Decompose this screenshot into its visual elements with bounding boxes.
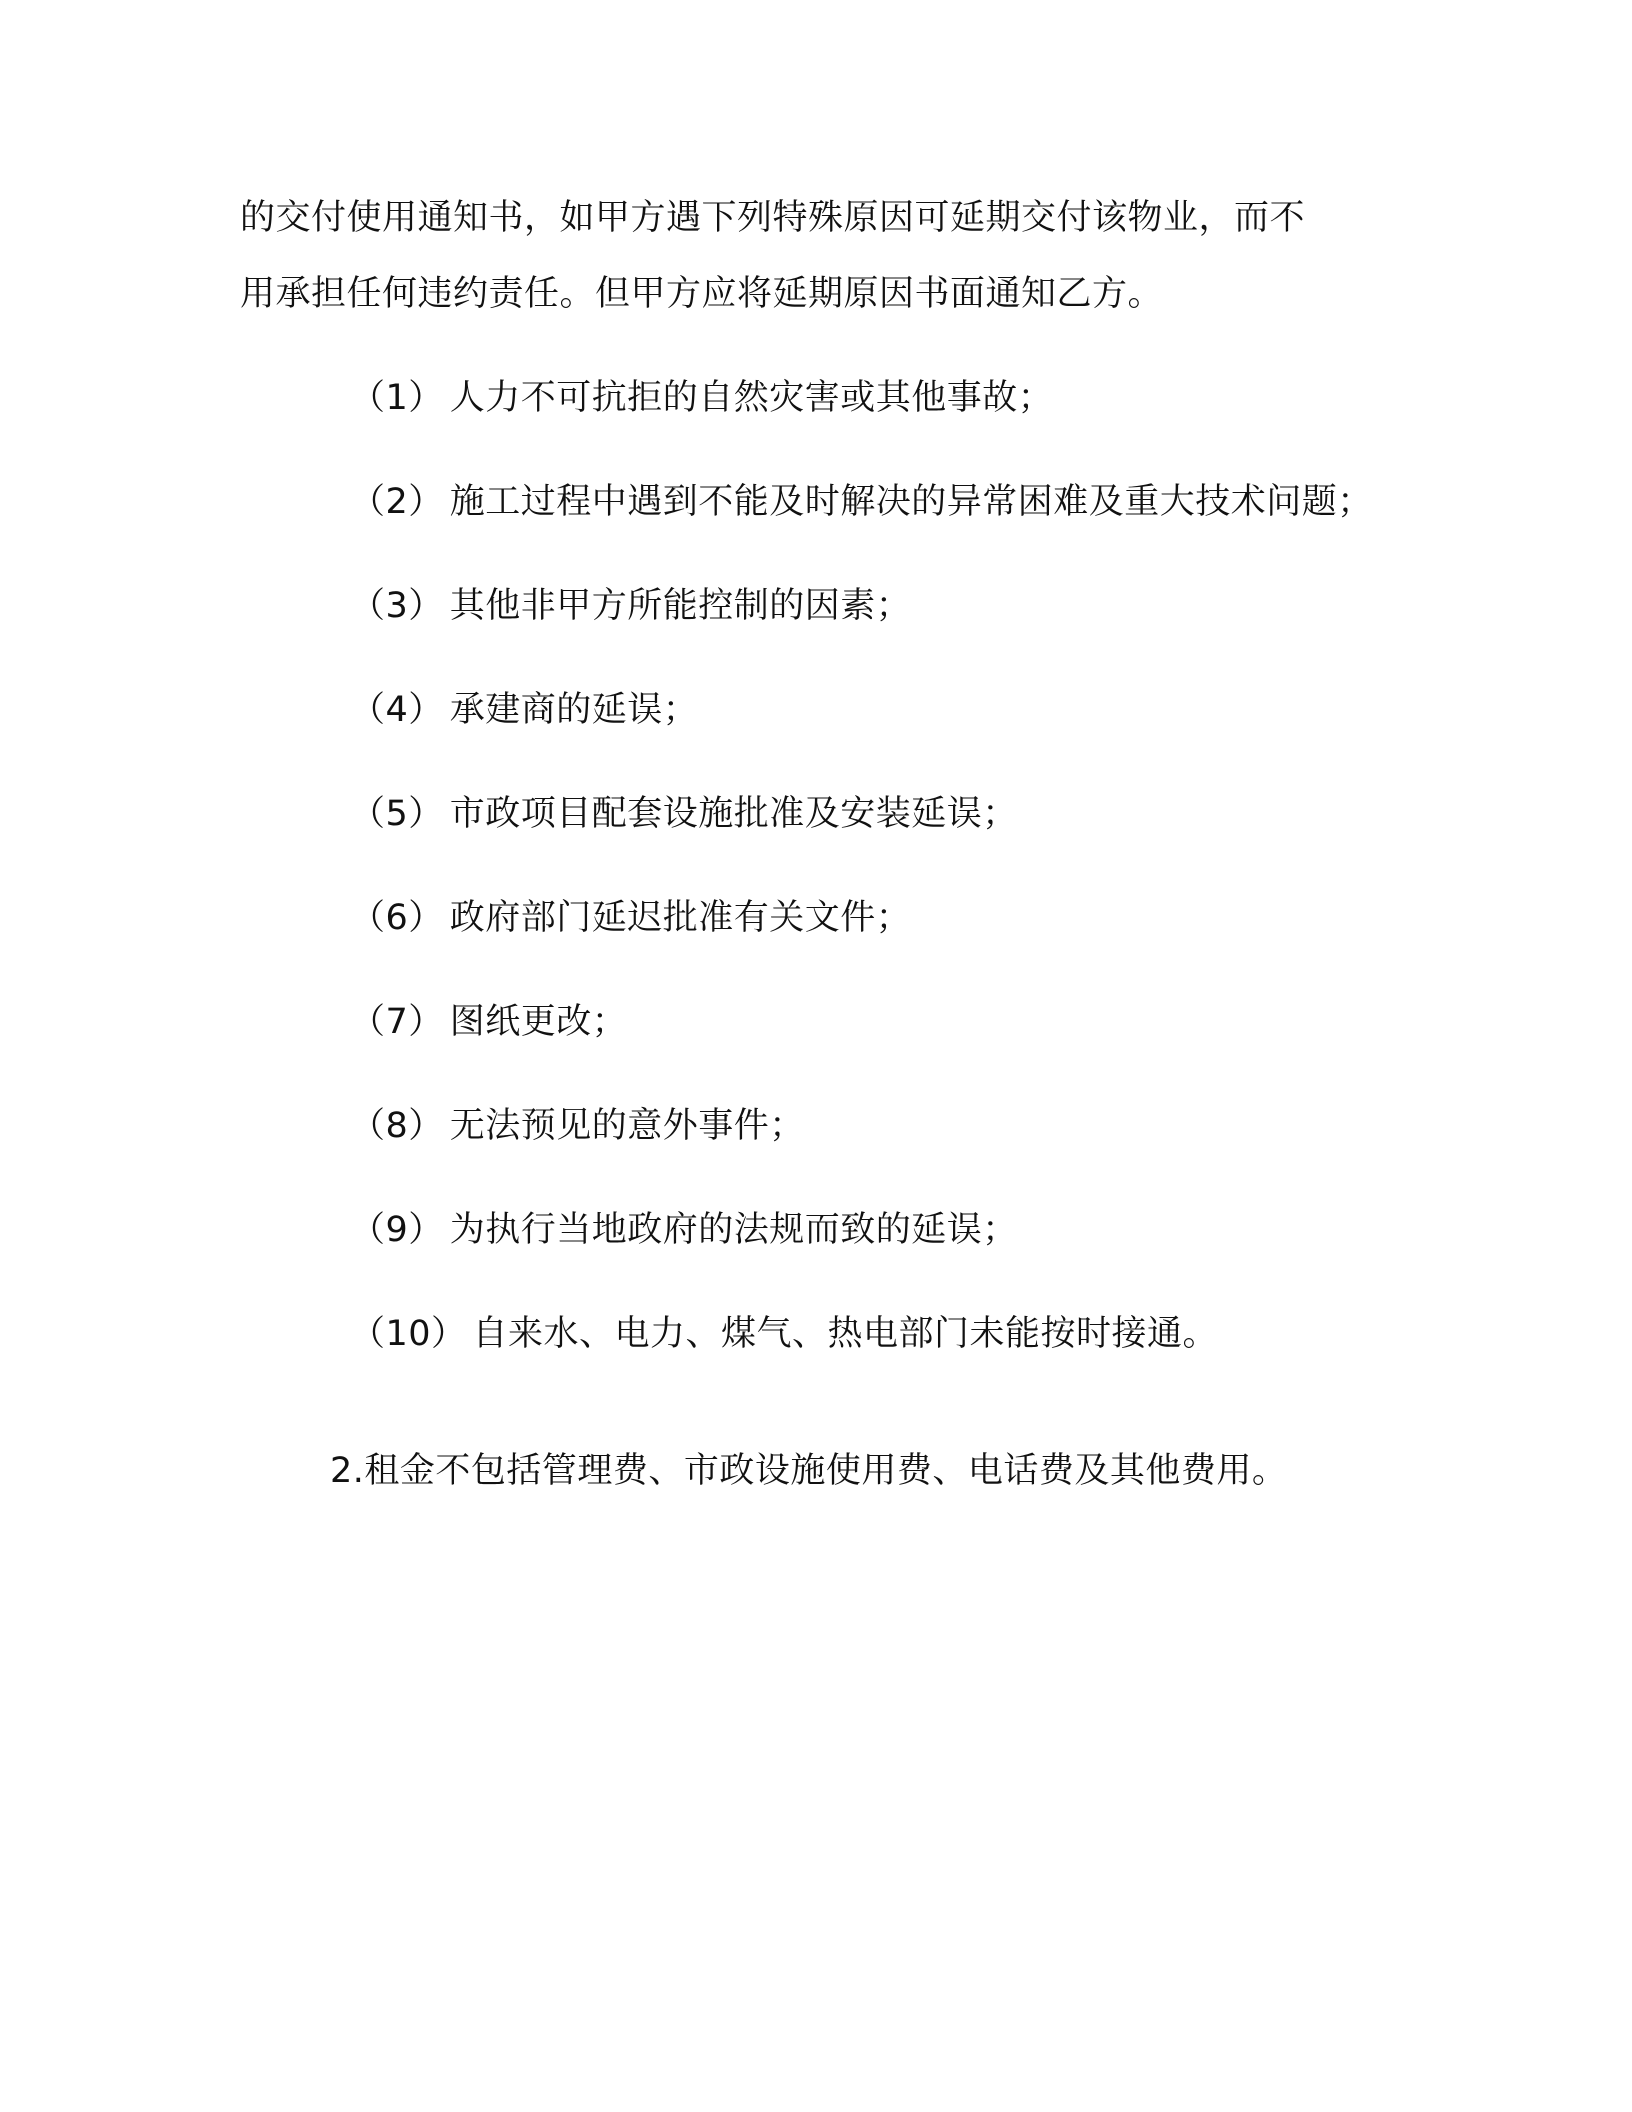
list-item [350, 1296, 1373, 1400]
item-text: 无法预见的意外事件； [449, 1106, 805, 1146]
item-number: （5） [350, 794, 444, 834]
item-text: 图纸更改； [449, 1002, 628, 1042]
list-item [350, 568, 1373, 672]
item-text: 政府部门延迟批准有关文件； [449, 898, 912, 938]
list-item [350, 984, 1373, 1088]
item-text: 为执行当地政府的法规而致的延误； [449, 1210, 1018, 1250]
item-text: 承建商的延误； [449, 690, 699, 730]
item-number: （3） [350, 586, 444, 626]
list-item [350, 464, 1373, 568]
delay-reasons-list [350, 360, 1373, 1400]
closing-paragraph: 2.租金不包括管理费、市政设施使用费、电话费及其他费用。 [330, 1451, 1288, 1491]
item-text: 人力不可抗拒的自然灾害或其他事故； [449, 378, 1054, 418]
item-number: （2） [350, 482, 444, 522]
item-number: （4） [350, 690, 444, 730]
item-text: 自来水、电力、煤气、热电部门未能按时接通。 [472, 1314, 1219, 1354]
intro-line-2: 用承担任何违约责任。但甲方应将延期原因书面通知乙方。 [240, 274, 1164, 314]
item-text: 其他非甲方所能控制的因素； [449, 586, 912, 626]
list-item [350, 1088, 1373, 1192]
item-text: 市政项目配套设施批准及安装延误； [449, 794, 1018, 834]
list-item [350, 880, 1373, 984]
item-text: 施工过程中遇到不能及时解决的异常困难及重大技术问题； [449, 482, 1373, 522]
list-item [350, 1192, 1373, 1296]
item-number: （6） [350, 898, 444, 938]
list-item [350, 672, 1373, 776]
item-number: （7） [350, 1002, 444, 1042]
list-item [350, 776, 1373, 880]
list-item [350, 360, 1373, 464]
intro-line-1: 的交付使用通知书，如甲方遇下列特殊原因可延期交付该物业，而不 [240, 198, 1306, 238]
intro-paragraph [240, 180, 1400, 332]
item-number: （10） [350, 1314, 467, 1354]
item-number: （1） [350, 378, 444, 418]
item-number: （8） [350, 1106, 444, 1146]
item-number: （9） [350, 1210, 444, 1250]
